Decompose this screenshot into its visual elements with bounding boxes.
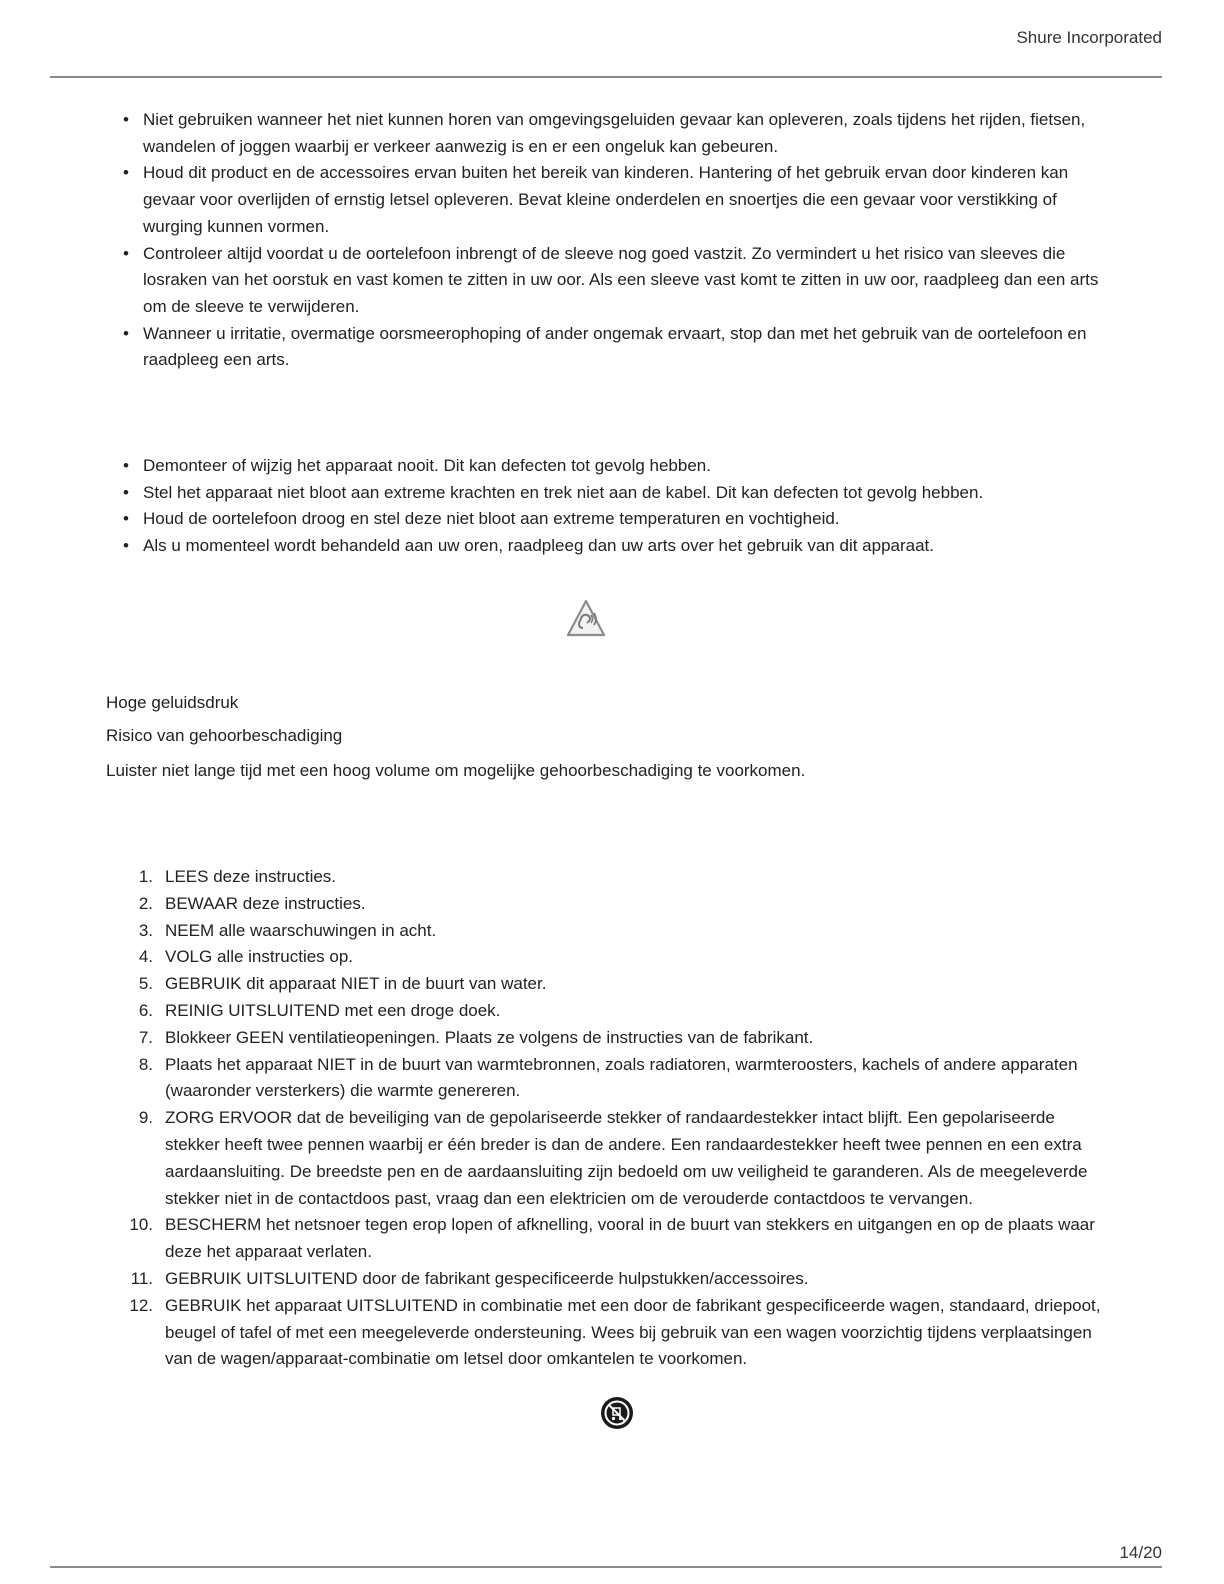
safety-item-text: ZORG ERVOOR dat de beveiliging van de gepolariseerde stekker of randaardestekker intact blijft. Een gepolariseerde stekker heeft twee pennen waarbij er één breder is dan de andere. Een randaardestekker heeft twee pennen en een extra aardaansluiting. De breedste pen en de aardaansluiting zijn bedoeld om uw veiligheid te garanderen. Als de meegeleverde stekker niet in de contactdoos past, vraag dan een elektricien om de verouderde contactdoos te vervangen. (165, 1108, 1088, 1208)
caution-item: • Houd de oortelefoon droog en stel deze niet bloot aan extreme temperaturen en vochtigheid. (143, 506, 1111, 533)
safety-item-number: 3. (138, 920, 153, 940)
safety-item (129, 1212, 1110, 1266)
page-number: 14/20 (1119, 1543, 1162, 1562)
safety-item-number: 11. (130, 1268, 153, 1288)
safety-item-number: 4. (138, 947, 153, 967)
safety-item-text: GEBRUIK UITSLUITEND door de fabrikant gespecificeerde hulpstukken/accessoires. (165, 1268, 809, 1288)
safety-item-text: GEBRUIK dit apparaat NIET in de buurt van water. (165, 974, 547, 994)
cart-tip-over-icon (600, 1396, 634, 1430)
safety-item-text: REINIG UITSLUITEND met een droge doek. (165, 1000, 501, 1020)
safety-item-number: 6. (138, 1000, 153, 1020)
safety-item-text: BESCHERM het netsnoer tegen erop lopen of afknelling, vooral in de buurt van stekkers en uitgangen en op de plaats waar deze het apparaat verlaten. (165, 1215, 1095, 1262)
hearing-warning-icon (566, 599, 606, 637)
safety-item-text: BEWAAR deze instructies. (165, 893, 366, 913)
safety-item (138, 891, 1110, 918)
safety-item-text: Blokkeer GEEN ventilatieopeningen. Plaats ze volgens de instructies van de fabrikant. (165, 1027, 814, 1047)
footer-divider (50, 1566, 1162, 1568)
safety-item (138, 1025, 1110, 1052)
safety-item (138, 998, 1110, 1025)
safety-item-text: NEEM alle waarschuwingen in acht. (165, 920, 437, 940)
safety-item-text: Plaats het apparaat NIET in de buurt van warmtebronnen, zoals radiatoren, warmteroosters, kachels of andere apparaten (waaronder versterkers) die warmte genereren. (165, 1054, 1078, 1101)
safety-item-number: 9. (138, 1108, 153, 1128)
warning-item: • Houd dit product en de accessoires ervan buiten het bereik van kinderen. Hantering of het gebruik ervan door kinderen kan gevaar voor overlijden of ernstig letsel opleveren. Bevat kleine onderdelen en snoertjes die een gevaar voor verstikking of wurging kunnen vormen. (143, 160, 1111, 240)
safety-item-text: LEES deze instructies. (165, 867, 337, 886)
cautions-list (143, 453, 1111, 560)
caution-item: • Als u momenteel wordt behandeld aan uw oren, raadpleeg dan uw arts over het gebruik van dit apparaat. (143, 533, 1111, 560)
safety-item-text: GEBRUIK het apparaat UITSLUITEND in combinatie met een door de fabrikant gespecificeerde wagen, standaard, driepoot, beugel of tafel of met een meegeleverde ondersteuning. Wees bij gebruik van een wagen voorzichtig tijdens verplaatsingen van de wagen/apparaat-combinatie om letsel door omkantelen te voorkomen. (165, 1295, 1101, 1369)
safety-item (138, 918, 1110, 945)
safety-item-number: 10. (129, 1215, 153, 1235)
header-divider (50, 76, 1162, 78)
safety-item (138, 1052, 1110, 1106)
safety-item (129, 1293, 1110, 1373)
hearing-subtitle: Risico van gehoorbeschadiging (106, 726, 343, 745)
safety-item-number: 8. (138, 1054, 153, 1074)
warning-item: • Wanneer u irritatie, overmatige oorsmeerophoping of ander ongemak ervaart, stop dan met het gebruik van de oortelefoon en raadpleeg een arts. (143, 321, 1111, 374)
safety-item (130, 1266, 1110, 1293)
safety-instructions-list (129, 864, 1110, 1373)
safety-item-number: 12. (129, 1295, 153, 1315)
safety-item-number: 7. (138, 1027, 153, 1047)
safety-item-text: VOLG alle instructies op. (165, 947, 354, 967)
warning-item: • Controleer altijd voordat u de oortelefoon inbrengt of de sleeve nog goed vastzit. Zo vermindert u het risico van sleeves die losraken van het oorstuk en vast komen te zitten in uw oor. Als een sleeve vast komt te zitten in uw oor, raadpleeg dan een arts om de sleeve te verwijderen. (143, 241, 1111, 321)
header-company-name: Shure Incorporated (1016, 28, 1162, 47)
warning-item: • Niet gebruiken wanneer het niet kunnen horen van omgevingsgeluiden gevaar kan opleveren, zoals tijdens het rijden, fietsen, wandelen of joggen waarbij er verkeer aanwezig is en er een ongeluk kan gebeuren. (143, 107, 1111, 160)
caution-item: • Stel het apparaat niet bloot aan extreme krachten en trek niet aan de kabel. Dit kan defecten tot gevolg hebben. (143, 480, 1111, 507)
safety-item (138, 971, 1110, 998)
hearing-title: Hoge geluidsdruk (106, 693, 239, 712)
caution-item: • Demonteer of wijzig het apparaat nooit. Dit kan defecten tot gevolg hebben. (143, 453, 1111, 480)
safety-item (138, 864, 1110, 891)
safety-item (138, 1105, 1110, 1212)
warnings-list (143, 107, 1111, 374)
safety-item-number: 1. (138, 867, 153, 886)
safety-item-number: 5. (138, 974, 153, 994)
hearing-text: Luister niet lange tijd met een hoog volume om mogelijke gehoorbeschadiging te voorkomen. (106, 761, 806, 780)
safety-item (138, 944, 1110, 971)
safety-item-number: 2. (138, 893, 153, 913)
